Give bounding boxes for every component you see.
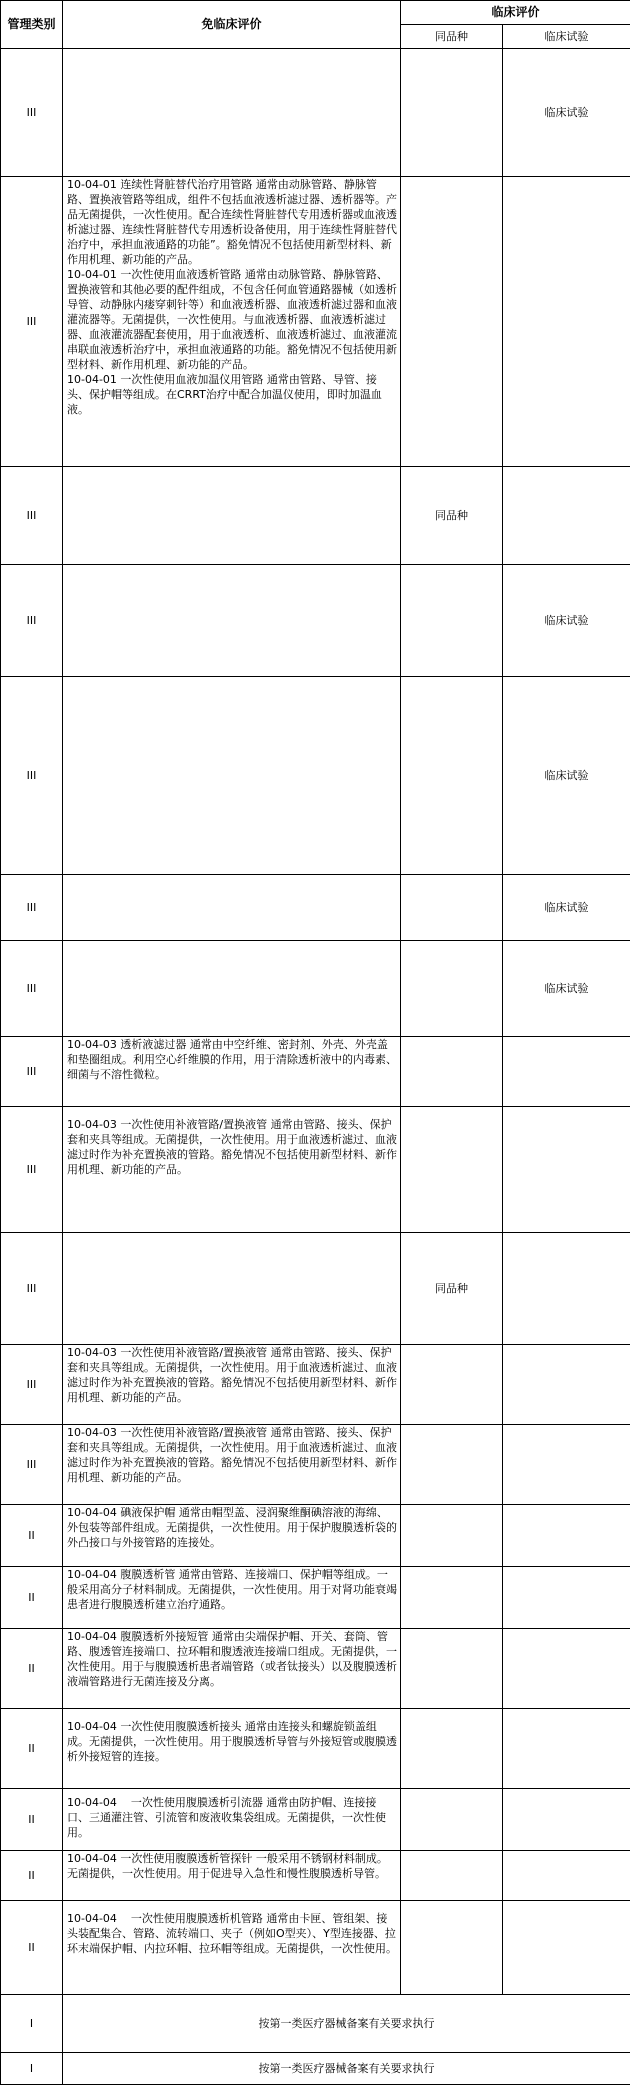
- table-row: [1, 1037, 630, 1107]
- same-variety-cell: [401, 1709, 503, 1789]
- management-class-cell: III: [1, 1345, 63, 1425]
- exempt-description-cell: [63, 467, 401, 565]
- management-class-cell: III: [1, 1037, 63, 1107]
- same-variety-cell: [401, 1629, 503, 1709]
- clinical-trial-cell: [503, 1789, 630, 1851]
- table-row: [1, 177, 630, 467]
- clinical-trial-cell: [503, 1901, 630, 1995]
- clinical-trial-cell: [503, 1107, 630, 1233]
- same-variety-cell: [401, 1505, 503, 1567]
- same-variety-cell: [401, 1345, 503, 1425]
- management-class-cell: III: [1, 1425, 63, 1505]
- exempt-description-cell: [63, 1233, 401, 1345]
- clinical-trial-cell: [503, 1037, 630, 1107]
- exempt-description-cell: 10-04-03 一次性使用补液管路/置换液管 通常由管路、接头、保护套和夹具等组成。无菌提供，一次性使用。用于血液透析滤过、血液滤过时作为补充置换液的管路。豁免情况不包括使用新型材料、新作用机理、新功能的产品。: [63, 1425, 401, 1505]
- header-clinical-evaluation: 临床评价: [401, 1, 630, 25]
- same-variety-cell: [401, 1789, 503, 1851]
- exempt-description-cell: 10-04-01 连续性肾脏替代治疗用管路 通常由动脉管路、静脉管路、置换液管路等组成，组件不包括血液透析滤过器、透析器等。产品无菌提供，一次性使用。配合连续性肾脏替代专用透析器或血液透析滤过器、连续性肾脏替代专用透析设备使用，用于连续性肾脏替代治疗中，承担血液通路的功能”。豁免情况不包括使用新型材料、新作用机理、新功能的产品。 10-04-01 一次性使用血液透析管路 通常由动脉管路、静脉管路、置换液管和其他必要的配件组成，不包含任何血管通路器械（如透析导管、动静脉内瘘穿刺针等）和血液透析器、血液透析滤过器和血液灌流器等。无菌提供，一次性使用。与血液透析器、血液透析滤过器、血液灌流器配套使用，用于血液透析、血液透析滤过、血液灌流串联血液透析治疗中，承担血液通路的功能。豁免情况不包括使用新型材料、新作用机理、新功能的产品。 10-04-01 一次性使用血液加温仪用管路 通常由管路、导管、接头、保护帽等组成。在CRRT治疗中配合加温仪使用，即时加温血液。: [63, 177, 401, 467]
- management-class-cell: III: [1, 875, 63, 941]
- management-class-cell: II: [1, 1505, 63, 1567]
- management-class-cell: III: [1, 177, 63, 467]
- clinical-trial-cell: [503, 1851, 630, 1901]
- same-variety-cell: [401, 1851, 503, 1901]
- exempt-description-cell: 10-04-04 一次性使用腹膜透析接头 通常由连接头和螺旋锁盖组成。无菌提供，一次性使用。用于腹膜透析导管与外接短管或腹膜透析外接短管的连接。: [63, 1709, 401, 1789]
- clinical-trial-cell: 临床试验: [503, 941, 630, 1037]
- same-variety-cell: [401, 1037, 503, 1107]
- same-variety-cell: 同品种: [401, 1233, 503, 1345]
- table-row: [1, 1851, 630, 1901]
- table-row: [1, 1629, 630, 1709]
- same-variety-cell: [401, 1107, 503, 1233]
- management-class-cell: III: [1, 565, 63, 677]
- clinical-trial-cell: 临床试验: [503, 677, 630, 875]
- exempt-description-cell: 10-04-04 一次性使用腹膜透析机管路 通常由卡匣、管组架、接头装配集合、管路、流转端口、夹子（例如O型夹）、Y型连接器、拉环末端保护帽、内拉环帽、拉环帽等组成。无菌提供，一次性使用。: [63, 1901, 401, 1995]
- table-row: [1, 875, 630, 941]
- exempt-description-cell: [63, 49, 401, 177]
- table-row: [1, 565, 630, 677]
- exempt-description-cell: 10-04-03 一次性使用补液管路/置换液管 通常由管路、接头、保护套和夹具等组成。无菌提供，一次性使用。用于血液透析滤过、血液滤过时作为补充置换液的管路。豁免情况不包括使用新型材料、新作用机理、新功能的产品。: [63, 1345, 401, 1425]
- management-class-cell: II: [1, 1851, 63, 1901]
- same-variety-cell: [401, 677, 503, 875]
- management-class-cell: I: [1, 2053, 63, 2085]
- clinical-trial-cell: [503, 467, 630, 565]
- exempt-description-cell: [63, 941, 401, 1037]
- table-row: [1, 1345, 630, 1425]
- exempt-description-cell: 10-04-04 腹膜透析外接短管 通常由尖端保护帽、开关、套筒、管路、腹透管连接端口、拉环帽和腹透液连接端口组成。无菌提供，一次性使用。用于与腹膜透析患者端管路（或者钛接头）以及腹膜透析液端管路进行无菌连接及分离。: [63, 1629, 401, 1709]
- exempt-description-cell: 10-04-03 透析液滤过器 通常由中空纤维、密封剂、外壳、外壳盖和垫圈组成。利用空心纤维膜的作用，用于清除透析液中的内毒素、细菌与不溶性微粒。: [63, 1037, 401, 1107]
- clinical-trial-cell: [503, 1425, 630, 1505]
- same-variety-cell: [401, 1425, 503, 1505]
- table-row: [1, 1901, 630, 1995]
- clinical-trial-cell: [503, 177, 630, 467]
- table-row: [1, 1233, 630, 1345]
- management-class-cell: II: [1, 1629, 63, 1709]
- clinical-trial-cell: [503, 1709, 630, 1789]
- header-clinical-trial: 临床试验: [503, 25, 630, 49]
- management-class-cell: II: [1, 1901, 63, 1995]
- management-class-cell: II: [1, 1789, 63, 1851]
- table-row: [1, 1995, 630, 2053]
- table-row: [1, 1505, 630, 1567]
- same-variety-cell: [401, 875, 503, 941]
- management-class-cell: II: [1, 1567, 63, 1629]
- clinical-trial-cell: 临床试验: [503, 565, 630, 677]
- table-row: [1, 1709, 630, 1789]
- header-management-class: 管理类别: [1, 1, 63, 49]
- exempt-description-cell: [63, 875, 401, 941]
- clinical-trial-cell: 临床试验: [503, 875, 630, 941]
- table-row: [1, 467, 630, 565]
- same-variety-cell: 同品种: [401, 467, 503, 565]
- table-row: [1, 677, 630, 875]
- exempt-description-cell: [63, 565, 401, 677]
- management-class-cell: III: [1, 1233, 63, 1345]
- clinical-trial-cell: [503, 1505, 630, 1567]
- clinical-trial-cell: [503, 1233, 630, 1345]
- management-class-cell: III: [1, 49, 63, 177]
- first-class-filing-note: 按第一类医疗器械备案有关要求执行: [63, 1995, 630, 2053]
- same-variety-cell: [401, 1567, 503, 1629]
- exempt-description-cell: 10-04-03 一次性使用补液管路/置换液管 通常由管路、接头、保护套和夹具等组成。无菌提供，一次性使用。用于血液透析滤过、血液滤过时作为补充置换液的管路。豁免情况不包括使用新型材料、新作用机理、新功能的产品。: [63, 1107, 401, 1233]
- table-row: [1, 1789, 630, 1851]
- exempt-description-cell: [63, 677, 401, 875]
- clinical-trial-cell: [503, 1345, 630, 1425]
- management-class-cell: III: [1, 467, 63, 565]
- table-row: [1, 1425, 630, 1505]
- management-class-cell: III: [1, 941, 63, 1037]
- exempt-description-cell: 10-04-04 一次性使用腹膜透析管探针 一般采用不锈钢材料制成。无菌提供，一次性使用。用于促进导入急性和慢性腹膜透析导管。: [63, 1851, 401, 1901]
- table-row: [1, 1107, 630, 1233]
- first-class-filing-note: 按第一类医疗器械备案有关要求执行: [63, 2053, 630, 2085]
- management-class-cell: I: [1, 1995, 63, 2053]
- same-variety-cell: [401, 177, 503, 467]
- clinical-trial-cell: 临床试验: [503, 49, 630, 177]
- management-class-cell: III: [1, 677, 63, 875]
- exempt-description-cell: 10-04-04 碘液保护帽 通常由帽型盖、浸润聚维酮碘溶液的海绵、外包装等部件组成。无菌提供，一次性使用。用于保护腹膜透析袋的外凸接口与外接管路的连接处。: [63, 1505, 401, 1567]
- table-row: [1, 941, 630, 1037]
- header-same-variety: 同品种: [401, 25, 503, 49]
- table-row: [1, 1567, 630, 1629]
- same-variety-cell: [401, 565, 503, 677]
- table-row: [1, 49, 630, 177]
- exempt-description-cell: 10-04-04 一次性使用腹膜透析引流器 通常由防护帽、连接接口、三通灌注管、引流管和废液收集袋组成。无菌提供，一次性使用。: [63, 1789, 401, 1851]
- same-variety-cell: [401, 49, 503, 177]
- clinical-trial-cell: [503, 1567, 630, 1629]
- management-class-cell: II: [1, 1709, 63, 1789]
- same-variety-cell: [401, 1901, 503, 1995]
- exempt-description-cell: 10-04-04 腹膜透析管 通常由管路、连接端口、保护帽等组成。一般采用高分子材料制成。无菌提供，一次性使用。用于对肾功能衰竭患者进行腹膜透析建立治疗通路。: [63, 1567, 401, 1629]
- clinical-trial-cell: [503, 1629, 630, 1709]
- management-class-cell: III: [1, 1107, 63, 1233]
- same-variety-cell: [401, 941, 503, 1037]
- header-exempt-clinical: 免临床评价: [63, 1, 401, 49]
